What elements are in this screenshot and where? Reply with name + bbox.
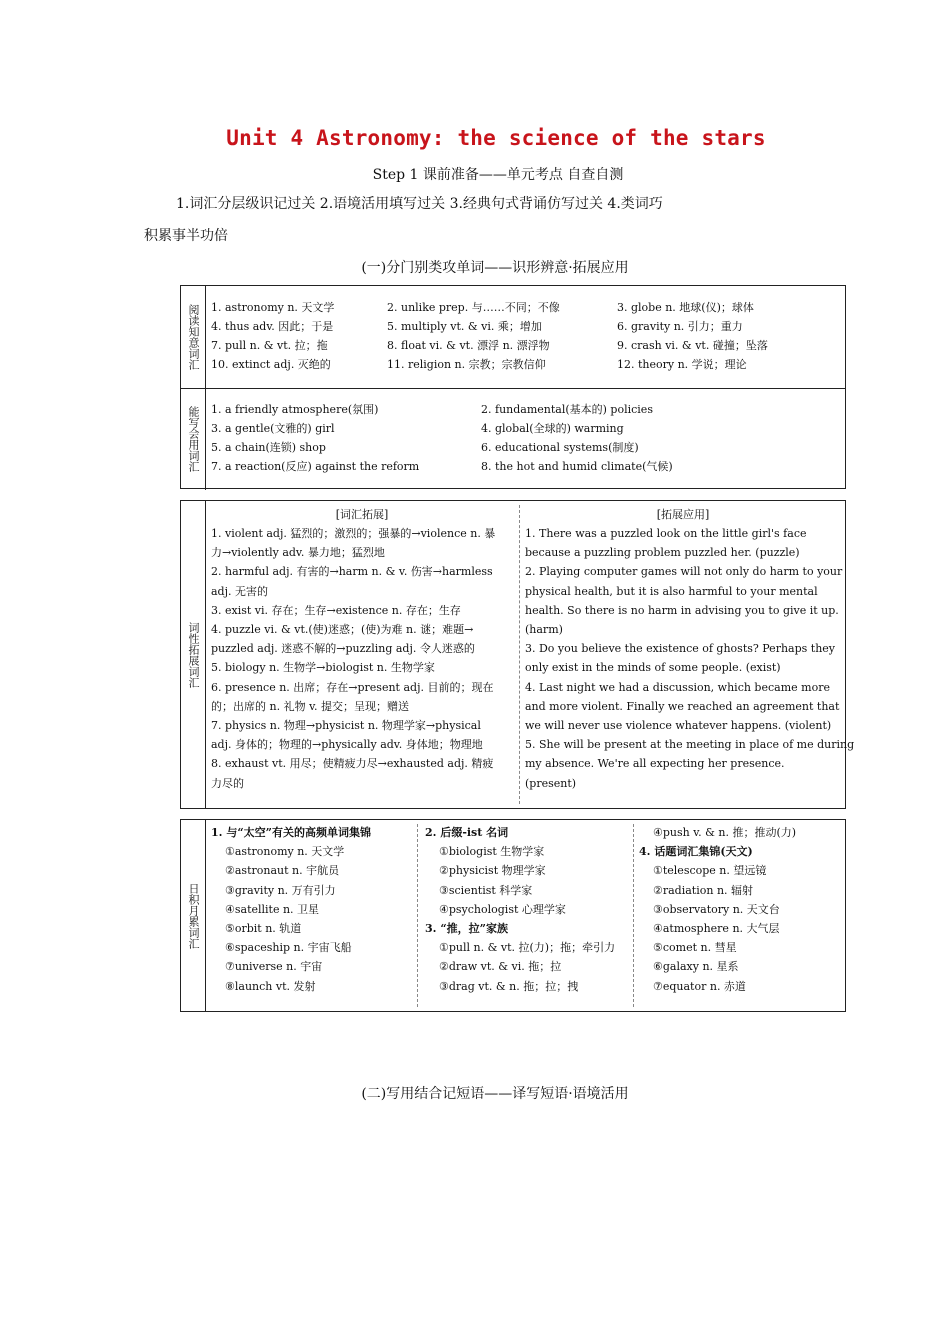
use-item: 8. the hot and humid climate(气候) xyxy=(481,460,673,473)
vocab-box-2 xyxy=(180,500,855,809)
daily-label: 日积月累词汇 xyxy=(181,820,206,1011)
reading-item: 12. theory n. 学说；理论 xyxy=(617,358,747,371)
pos-right-line: because a puzzling problem puzzled her. (puzzle) xyxy=(525,546,800,560)
pos-left-line: 6. presence n. 出席；存在→present adj. 目前的；现在 xyxy=(211,680,494,694)
daily-col-1 xyxy=(211,823,415,996)
daily-col3-line: 4. 话题词汇集锦(天文) xyxy=(639,845,753,859)
reading-item: 11. religion n. 宗教；宗教信仰 xyxy=(387,358,546,371)
daily-col-2 xyxy=(425,823,631,996)
pos-left-line: 5. biology n. 生物学→biologist n. 生物学家 xyxy=(211,661,435,675)
use-item: 7. a reaction(反应) against the reform xyxy=(211,460,420,473)
daily-col2-line: ④psychologist 心理学家 xyxy=(439,902,566,916)
vocab-box-3 xyxy=(180,819,846,1012)
reading-item: 6. gravity n. 引力；重力 xyxy=(617,320,743,333)
pos-right-line: 4. Last night we had a discussion, which became more xyxy=(525,680,830,694)
section-2-heading: (二)写用结合记短语——译写短语·语境活用 xyxy=(361,1086,629,1102)
pos-left-line: 3. exist vi. 存在；生存→existence n. 存在；生存 xyxy=(211,603,461,617)
reading-item: 7. pull n. & vt. 拉；拖 xyxy=(211,339,328,352)
pos-right-line: (present) xyxy=(525,776,577,790)
pos-right-line: and more violent. Finally we reached an agreement that xyxy=(525,699,840,713)
pos-left-line: puzzled adj. 迷惑不解的→puzzling adj. 令人迷惑的 xyxy=(211,642,475,656)
daily-col2-line: ③drag vt. & n. 拖；拉；拽 xyxy=(439,979,579,993)
daily-col2-line: ②physicist 物理学家 xyxy=(439,864,546,878)
pos-right-line: my absence. We're all expecting her presence. xyxy=(525,757,785,771)
intro-line-2: 积累事半功倍 xyxy=(144,228,228,244)
reading-item: 10. extinct adj. 灭绝的 xyxy=(211,358,331,371)
daily-col2-line: ①pull n. & vt. 拉(力)；拖；牵引力 xyxy=(439,941,616,955)
daily-col-3 xyxy=(639,823,843,996)
daily-col1-line: ①astronomy n. 天文学 xyxy=(225,845,345,859)
pos-left-line: 力→violently adv. 暴力地；猛烈地 xyxy=(211,546,385,560)
section-1-heading: (一)分门别类攻单词——识形辨意·拓展应用 xyxy=(361,260,629,276)
pos-left-line: 4. puzzle vi. & vt.(使)迷惑；(使)为难 n. 谜；难题→ xyxy=(211,623,474,637)
use-item: 2. fundamental(基本的) policies xyxy=(481,403,653,416)
daily-col2-line: ②draw vt. & vi. 拖；拉 xyxy=(439,960,562,974)
reading-item: 3. globe n. 地球(仪)；球体 xyxy=(617,301,754,314)
daily-col3-line: ③observatory n. 天文台 xyxy=(653,902,780,916)
reading-item: 8. float vi. & vt. 漂浮 n. 漂浮物 xyxy=(387,339,550,352)
pos-left-line: 2. harmful adj. 有害的→harm n. & v. 伤害→harmless xyxy=(211,565,493,579)
daily-col3-line: ④push v. & n. 推；推动(力) xyxy=(653,826,797,839)
use-item: 1. a friendly atmosphere(氛围) xyxy=(211,403,379,416)
daily-col1-line: ③gravity n. 万有引力 xyxy=(225,883,336,897)
pos-left-line: 7. physics n. 物理→physicist n. 物理学家→physical xyxy=(211,719,481,733)
daily-col1-line: ④satellite n. 卫星 xyxy=(225,902,320,916)
reading-label: 阅读知意词汇 xyxy=(181,286,206,388)
pos-right-line: 2. Playing computer games will not only do harm to your xyxy=(525,565,843,579)
step-heading: Step 1 课前准备——单元考点 自查自测 xyxy=(372,167,624,183)
pos-left-list xyxy=(211,524,517,793)
pos-left-line: 的；出席的 n. 礼物 v. 提交；呈现；赠送 xyxy=(211,699,409,713)
daily-col2-line: 2. 后缀-ist 名词 xyxy=(425,826,509,839)
reading-item: 2. unlike prep. 与……不同；不像 xyxy=(387,301,560,314)
pos-label: 词性拓展词汇 xyxy=(181,501,206,808)
pos-right-line: 1. There was a puzzled look on the little girl's face xyxy=(525,527,807,540)
daily-col2-line: 3. “推，拉”家族 xyxy=(425,922,508,936)
pos-right-line: 3. Do you believe the existence of ghosts? Perhaps they xyxy=(525,642,836,656)
daily-col3-line: ①telescope n. 望远镜 xyxy=(653,864,767,878)
daily-col1-line: ⑧launch vt. 发射 xyxy=(225,979,316,993)
pos-left-header: [词汇拓展] xyxy=(335,508,389,521)
pos-left-line: adj. 身体的；物理的→physically adv. 身体地；物理地 xyxy=(211,738,483,752)
pos-right-line: only exist in the minds of some people. (exist) xyxy=(525,661,781,675)
daily-col3-line: ②radiation n. 辐射 xyxy=(653,883,754,897)
daily-col1-line: ⑥spaceship n. 宇宙飞船 xyxy=(225,941,352,955)
reading-item: 4. thus adv. 因此；于是 xyxy=(211,320,334,333)
pos-left-line: 8. exhaust vt. 用尽；使精疲力尽→exhausted adj. 精疲 xyxy=(211,757,494,771)
pos-left-line: 力尽的 xyxy=(211,776,244,790)
pos-right-list xyxy=(525,524,855,793)
daily-col3-line: ⑤comet n. 彗星 xyxy=(653,941,737,955)
daily-col1-line: ⑤orbit n. 轨道 xyxy=(225,922,302,936)
daily-col1-line: ②astronaut n. 宇航员 xyxy=(225,864,340,878)
daily-col2-line: ①biologist 生物学家 xyxy=(439,845,545,859)
pos-right-line: health. So there is no harm in advising you to give it up. xyxy=(525,603,839,617)
pos-right-line: 5. She will be present at the meeting in place of me during xyxy=(525,738,855,752)
pos-right-line: physical health, but it is also harmful to your mental xyxy=(525,584,818,598)
pos-right-header: [拓展应用] xyxy=(656,508,710,521)
daily-col3-line: ④atmosphere n. 大气层 xyxy=(653,922,780,936)
use-item: 4. global(全球的) warming xyxy=(481,422,624,435)
pos-left-line: 1. violent adj. 猛烈的；激烈的；强暴的→violence n. 暴 xyxy=(211,527,496,540)
pos-left-line: adj. 无害的 xyxy=(211,584,269,598)
use-item: 3. a gentle(文雅的) girl xyxy=(211,422,335,435)
reading-item: 1. astronomy n. 天文学 xyxy=(211,301,335,314)
use-item: 6. educational systems(制度) xyxy=(481,441,639,454)
daily-col3-line: ⑥galaxy n. 星系 xyxy=(653,960,739,974)
intro-line-1: 1.词汇分层级识记过关 2.语境活用填写过关 3.经典句式背诵仿写过关 4.类词巧 xyxy=(176,196,663,212)
pos-right-line: (harm) xyxy=(525,623,563,637)
use-label: 能写会用词汇 xyxy=(181,388,206,490)
daily-col1-line: ⑦universe n. 宇宙 xyxy=(225,960,323,974)
daily-col1-line: 1. 与“太空”有关的高频单词集锦 xyxy=(211,826,371,839)
daily-col2-line: ③scientist 科学家 xyxy=(439,883,533,897)
pos-right-line: we will never use violence whatever happens. (violent) xyxy=(525,719,832,733)
reading-item: 5. multiply vt. & vi. 乘；增加 xyxy=(387,320,542,333)
page-title: Unit 4 Astronomy: the science of the stars xyxy=(226,126,766,150)
vocab-box-1 xyxy=(180,285,846,489)
use-item: 5. a chain(连锁) shop xyxy=(211,441,326,454)
reading-item: 9. crash vi. & vt. 碰撞；坠落 xyxy=(617,339,768,352)
daily-col3-line: ⑦equator n. 赤道 xyxy=(653,979,746,993)
